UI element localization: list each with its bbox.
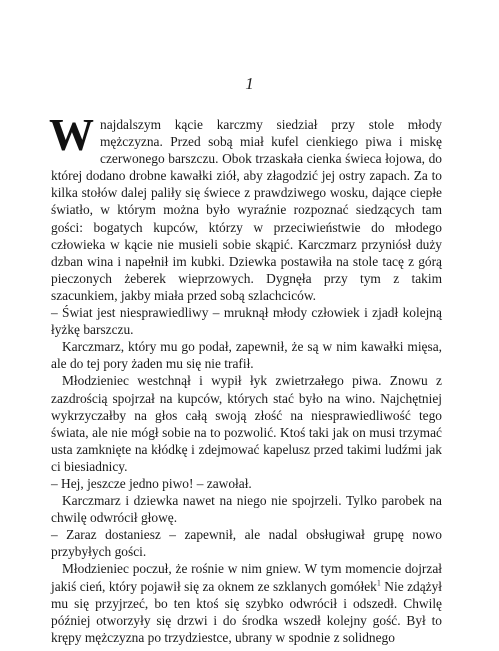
paragraph: Karczmarz i dziewka nawet na niego nie spojrzeli. Tylko parobek na chwilę odwrócił głowę. <box>51 493 442 526</box>
paragraph <box>51 560 442 645</box>
paragraph: Młodzieniec westchnął i wypił łyk zwietrzałego piwa. Znowu z zazdrością spojrzał na kupców, których stać było na wino. Najchętniej wykrzyczałby na głos całą swoją złość na niesprawiedliwość tego świata, ale nie mógł sobie na to pozwolić. Ktoś taki jak on musi trzymać usta zamknięte na kłódkę i zdejmować kapelusz przed takimi ludźmi jak ci biesiadnicy. <box>51 373 442 474</box>
body-text <box>49 110 443 646</box>
drop-cap: W <box>49 110 94 160</box>
chapter-number: 1 <box>245 74 254 93</box>
paragraph: – Zaraz dostaniesz – zapewnił, ale nadal obsługiwał grupę nowo przybyłych gości. <box>51 527 442 560</box>
paragraph-text: najdalszym kącie karczmy siedział przy stole młody mężczyzna. Przed sobą miał kufel cienkiego piwa i miskę czerwonego barszczu. Obok trzaskała cienka świeca łojowa, do której dodano drobne kawałki ziół, aby złagodzić jej ostry zapach. Za to kilka stołów dalej paliły się świece z prawdziwego wosku, dające ciepłe światło, w którym można było wyraźnie rozpoznać siedzących tam gości: bogatych kupców, którzy w przeciwieństwie do młodego człowieka w kącie nie musieli sobie skąpić. Karczmarz przyniósł duży dzban wina i napełnił im kubki. Dziewka postawiła na stole tacę z górą pieczonych żeberek wieprzowych. Dygnęła przy tym z takim szacunkiem, jakby miała przed sobą szlachciców. <box>51 117 442 303</box>
paragraph: – Hej, jeszcze jedno piwo! – zawołał. <box>51 475 252 491</box>
paragraph-text: Nie zdążył mu się przyjrzeć, bo ten ktoś się szybko odwrócił i odszedł. Chwilę później otworzyły się drzwi i do środka wszedł kolejny gość. Był to krępy mężczyzna po trzydziestce, ubrany w spodnie z solidnego <box>51 578 443 645</box>
paragraph-text: Młodzieniec poczuł, że rośnie w nim gniew. W tym momencie dojrzał jakiś cień, który pojawił się za oknem ze szklanych gomółek <box>51 561 442 594</box>
footnote-marker[interactable]: 1 <box>376 578 381 588</box>
paragraph: – Świat jest niesprawiedliwy – mruknął młody człowiek i zjadł kolejną łyżkę barszczu. <box>51 305 442 338</box>
paragraph: Karczmarz, który mu go podał, zapewnił, że są w nim kawałki mięsa, ale do tej pory żaden mu się nie trafił. <box>51 339 442 372</box>
paragraph <box>49 110 442 304</box>
